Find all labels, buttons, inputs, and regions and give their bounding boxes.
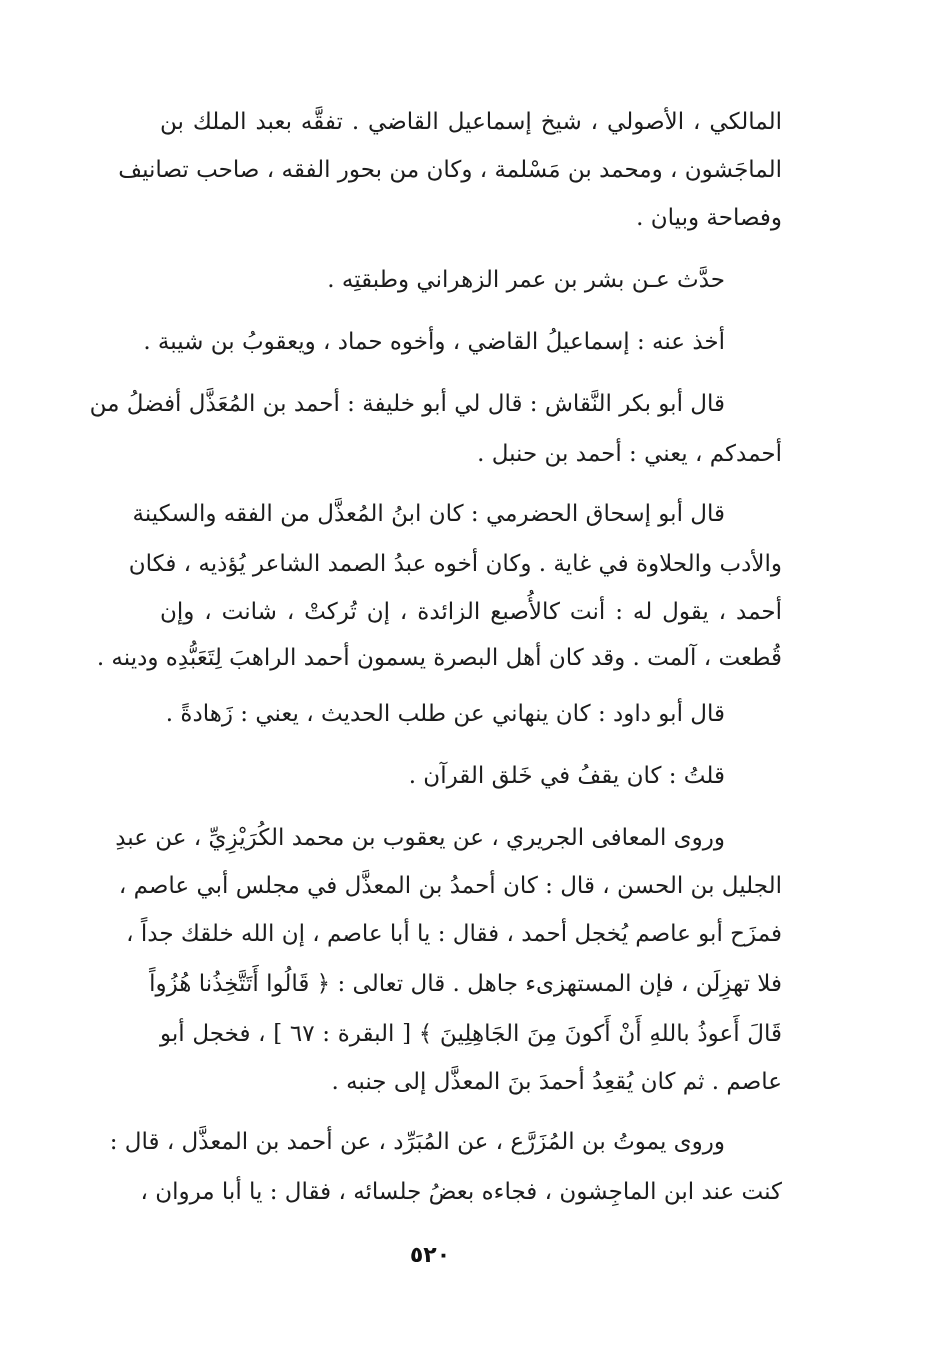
text-line: أحمد ، يقول له : أنت كالأُصبع الزائدة ، إن تُركتْ ، شانت ، وإن xyxy=(160,599,782,625)
text-line: كنت عند ابن الماجِشون ، فجاءه بعضُ جلسائه ، فقال : يا أبا مروان ، xyxy=(140,1179,782,1205)
text-line: قال أبو بكر النَّقاش : قال لي أبو خليفة : أحمد بن المُعَذَّل أفضلُ من xyxy=(89,391,725,417)
text-line: الجليل بن الحسن ، قال : كان أحمدُ بن المعذَّل في مجلس أبي عاصم ، xyxy=(118,873,782,899)
text-line: وروى يموتُ بن المُزَرَّع ، عن المُبَرِّد ، عن أحمد بن المعذَّل ، قال : xyxy=(109,1129,725,1155)
text-line: قال أبو إسحاق الحضرمي : كان ابنُ المُعذَّل من الفقه والسكينة xyxy=(132,501,725,527)
page-number: ٥٢٠ xyxy=(409,1243,451,1268)
text-line: المالكي ، الأصولي ، شيخ إسماعيل القاضي . تفقَّه بعبد الملك بن xyxy=(160,109,782,135)
text-line: أحمدكم ، يعني : أحمد بن حنبل . xyxy=(477,441,782,467)
text-line: قُطعت ، آلمت . وقد كان أهل البصرة يسمون أحمد الراهبَ لِتَعَبُّدِه ودينه . xyxy=(96,645,782,671)
text-line: وروى المعافى الجريري ، عن يعقوب بن محمد الكُرَيْزِيِّ ، عن عبدِ xyxy=(115,825,725,851)
text-line: فمزَح أبو عاصم يُخجل أحمد ، فقال : يا أبا عاصم ، إن الله خلقك جداً ، xyxy=(126,921,782,947)
text-line: الماجَشون ، ومحمد بن مَسْلمة ، وكان من بحور الفقه ، صاحب تصانيف xyxy=(118,157,782,183)
text-line: عاصم . ثم كان يُقعِدُ أحمدَ بنَ المعذَّل إلى جنبه . xyxy=(331,1069,782,1095)
text-line: قلتُ : كان يقفُ في خَلق القرآن . xyxy=(408,763,725,789)
text-line: والأدب والحلاوة في غاية . وكان أخوه عبدُ الصمد الشاعر يُؤذيه ، فكان xyxy=(128,551,782,577)
text-line: قَالَ أَعوذُ باللهِ أَنْ أَكونَ مِنَ الجَاهِلِينَ ﴾ [ البقرة : ٦٧ ] ، فخجل أبو xyxy=(160,1021,782,1047)
text-line: أخذ عنه : إسماعيلُ القاضي ، وأخوه حماد ، ويعقوبُ بن شيبة . xyxy=(143,329,725,355)
text-line: قال أبو داود : كان ينهاني عن طلب الحديث ، يعني : زَهادةً . xyxy=(165,701,725,727)
text-line: حدَّث عـن بشر بن عمر الزهراني وطبقتِه . xyxy=(327,267,725,293)
text-line: وفصاحة وبيان . xyxy=(636,205,782,231)
text-line: فلا تهزِلَن ، فإن المستهزىء جاهل . قال تعالى : ﴿ قَالُوا أَتَتَّخِذُنا هُزُواً xyxy=(149,971,782,997)
